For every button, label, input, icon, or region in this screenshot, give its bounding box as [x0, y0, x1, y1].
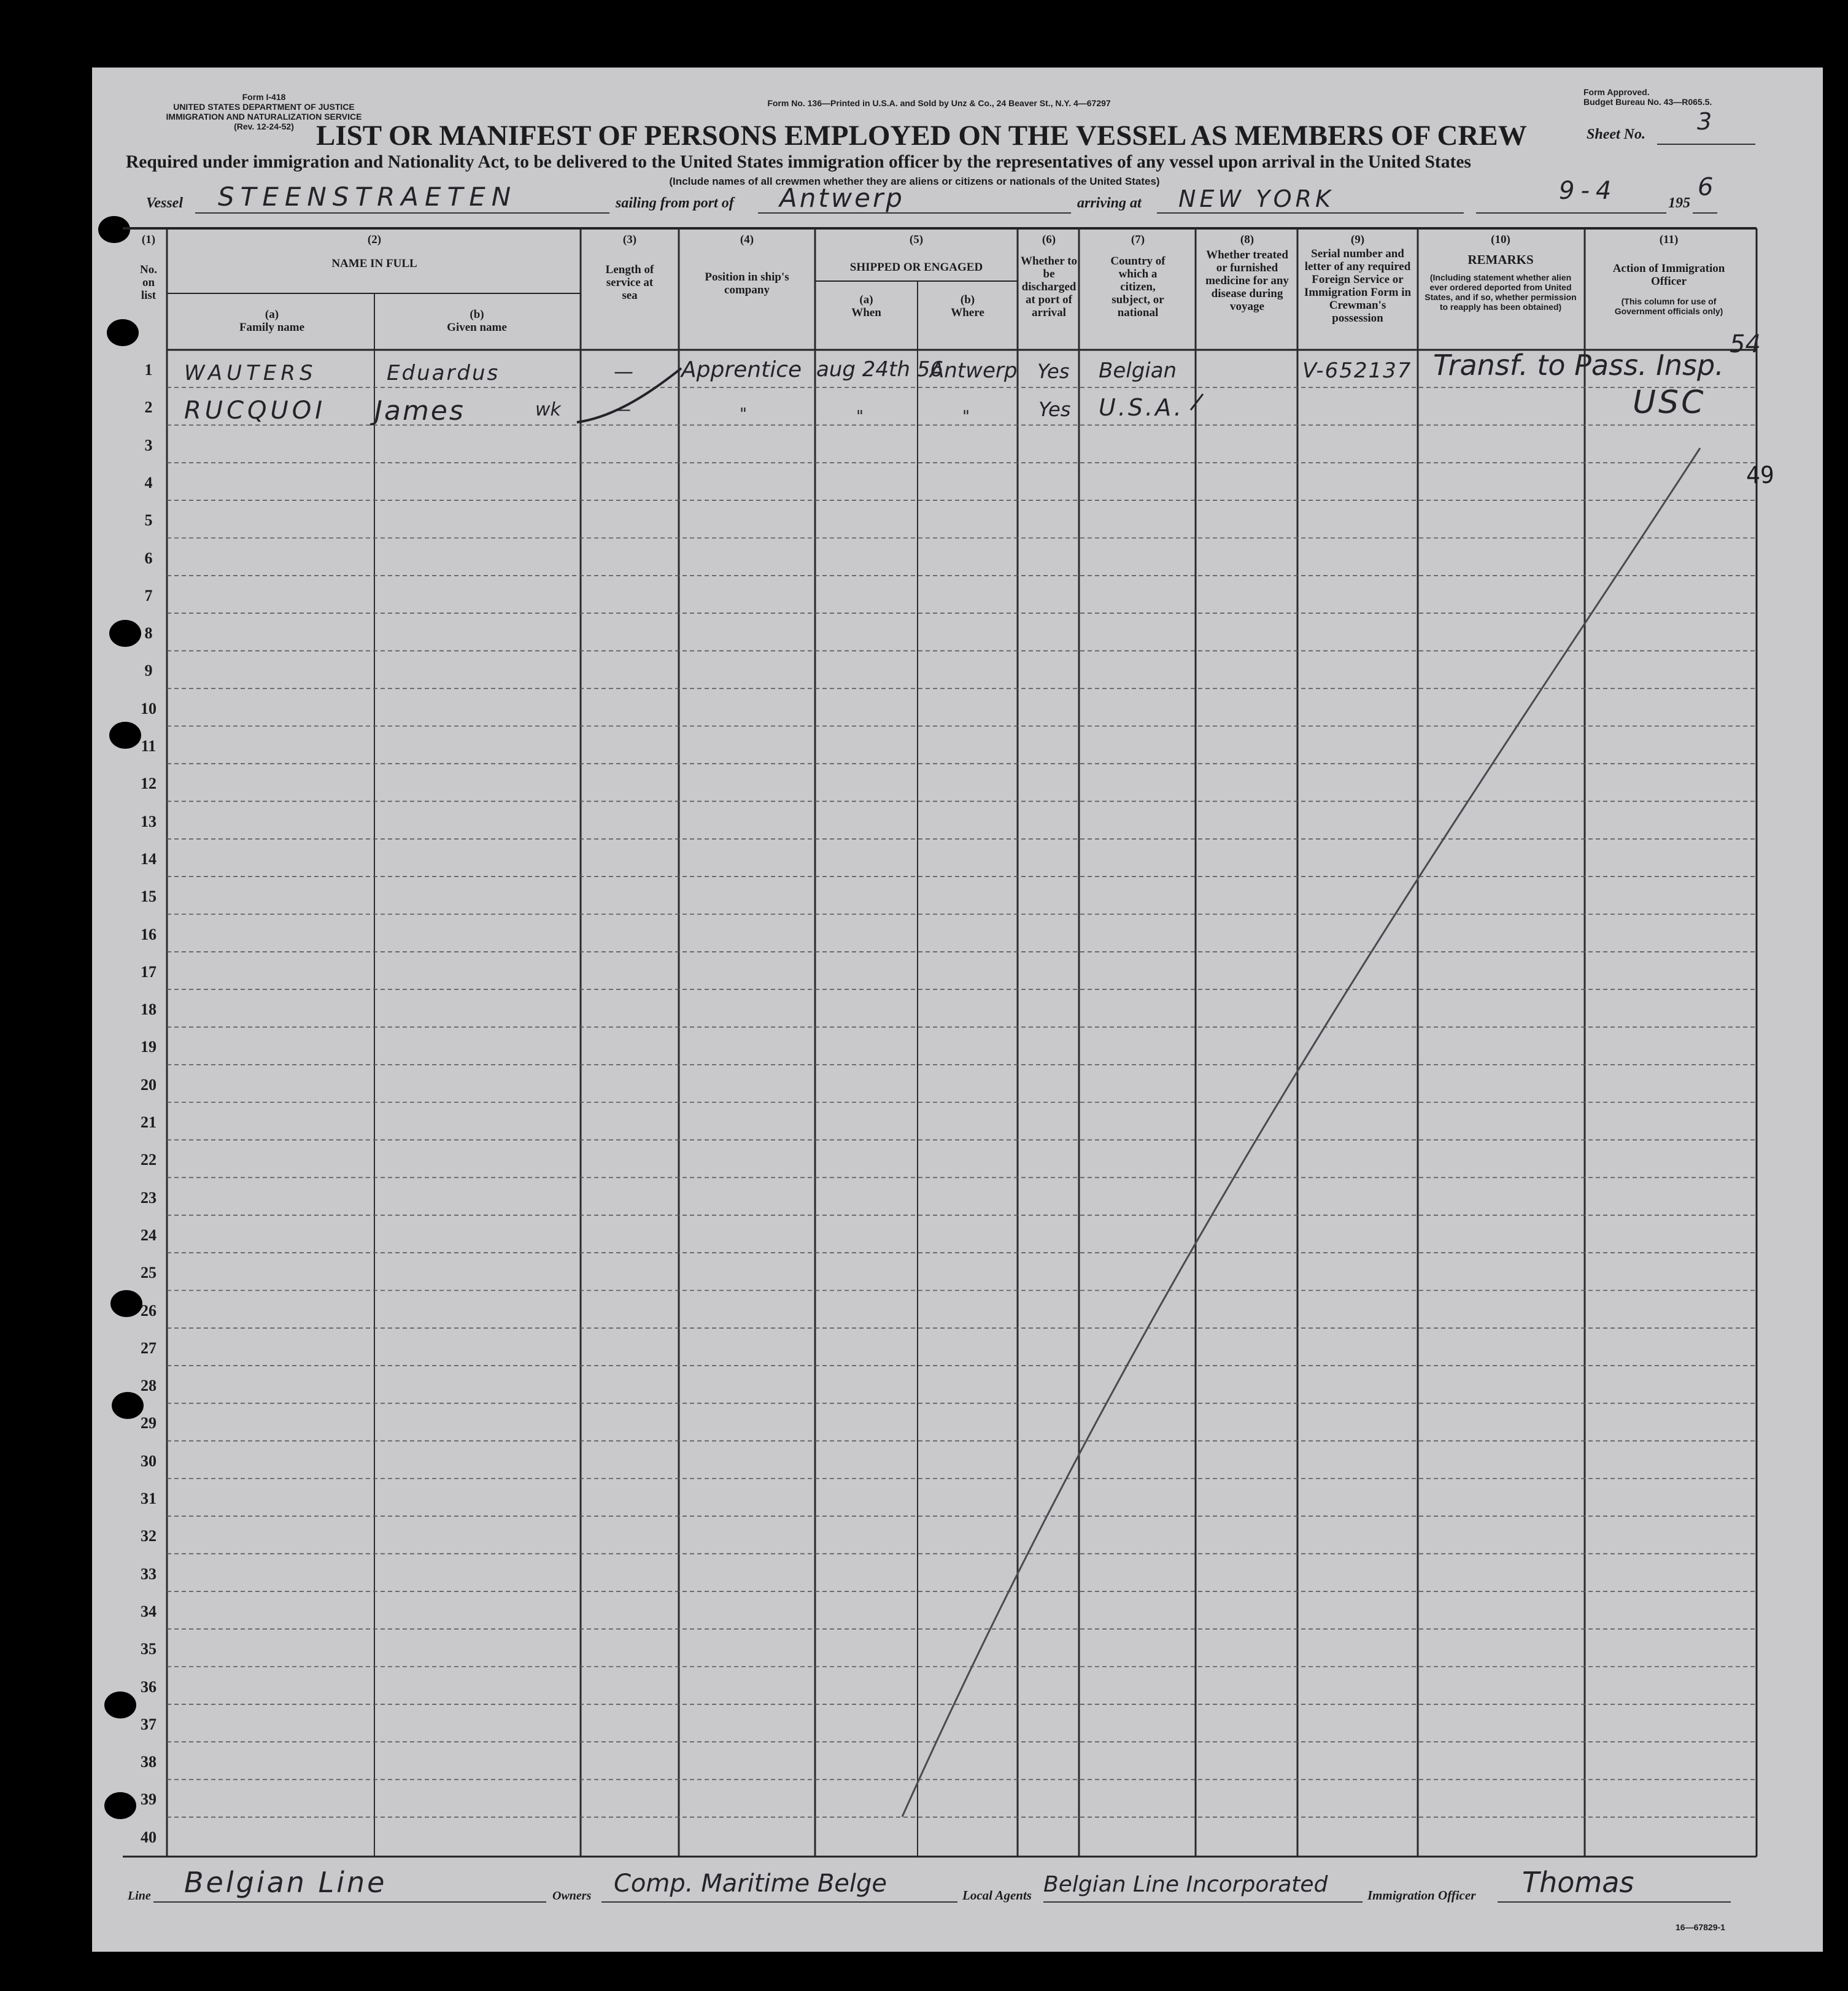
bracket-stroke: [577, 368, 681, 422]
page-title: LIST OR MANIFEST OF PERSONS EMPLOYED ON THE VESSEL AS MEMBERS OF CREW: [316, 120, 1527, 152]
row-number-8: 8: [144, 624, 153, 643]
include-note: (Include names of all crewmen whether they are aliens or citizens or nationals of the United States): [669, 176, 1160, 187]
col7-label: Country of which a citizen, subject, or national: [1110, 255, 1166, 319]
row-number-33: 33: [141, 1564, 157, 1583]
row1-given-name: Eduardus: [387, 361, 500, 385]
footer-line-underline: [153, 1901, 546, 1903]
footer-owners-underline: [601, 1901, 957, 1903]
row-number-35: 35: [141, 1640, 157, 1658]
row-number-9: 9: [144, 662, 153, 680]
col3-label: Length of service at sea: [605, 263, 654, 302]
form-number: Form I-418: [242, 92, 286, 102]
row2-service: —: [614, 399, 631, 419]
col4-label: Position in ship's company: [705, 271, 789, 296]
row-number-37: 37: [141, 1715, 157, 1733]
col2b-label: Given name: [447, 321, 507, 334]
row-number-2: 2: [144, 398, 153, 417]
row-number-36: 36: [141, 1677, 157, 1696]
col2-label: NAME IN FULL: [331, 257, 417, 270]
footer-owners-label: Owners: [552, 1889, 592, 1903]
col5-label: SHIPPED OR ENGAGED: [849, 261, 983, 274]
col10-num: (10): [1491, 233, 1510, 246]
footer-officer-underline: [1498, 1901, 1731, 1903]
budget-bureau: Budget Bureau No. 43—R065.5.: [1583, 97, 1712, 107]
footer-officer-signature: Thomas: [1522, 1866, 1634, 1899]
row-number-7: 7: [144, 586, 153, 605]
subtitle: Required under immigration and Nationality Act, to be delivered to the United States immigration officer by the representatives of any vessel upon arrival in the United States: [126, 152, 1471, 172]
col11-label: Action of Immigration Officer: [1612, 262, 1725, 288]
row2-country: U.S.A.: [1099, 394, 1184, 421]
row1-serial: V-652137: [1302, 358, 1412, 383]
row-number-32: 32: [141, 1527, 157, 1545]
row2-given-name: James: [374, 395, 465, 427]
col3-num: (3): [622, 233, 637, 246]
col11-note: (This column for use of Government officials only): [1614, 296, 1723, 316]
row1-remarks: Transf. to Pass. Insp.: [1433, 349, 1724, 382]
col5-num: (5): [909, 233, 924, 246]
row-number-34: 34: [141, 1602, 157, 1620]
row-number-29: 29: [141, 1414, 157, 1432]
row-number-5: 5: [144, 511, 153, 530]
row1-service: —: [614, 360, 633, 383]
row1-when: aug 24th 56: [816, 357, 943, 382]
row-number-24: 24: [141, 1226, 157, 1244]
row-number-31: 31: [141, 1490, 157, 1507]
row2-discharged: Yes: [1038, 398, 1071, 421]
row-number-26: 26: [141, 1301, 157, 1320]
arriving-label: arriving at: [1077, 195, 1142, 211]
row-number-16: 16: [141, 925, 157, 943]
row1-where: Antwerp: [930, 358, 1018, 383]
col11-num: (11): [1659, 233, 1679, 246]
row-number-13: 13: [141, 812, 157, 830]
country-check-mark: [1191, 394, 1203, 410]
row-number-15: 15: [141, 887, 157, 906]
row-number-25: 25: [141, 1264, 157, 1282]
row-number-28: 28: [141, 1377, 157, 1395]
col4-num: (4): [740, 233, 754, 246]
col2-num: (2): [367, 233, 382, 246]
col10-label: REMARKS: [1467, 252, 1534, 267]
col6-label: Whether to be discharged at port of arrival: [1021, 255, 1077, 319]
col1-num: (1): [141, 233, 156, 246]
col8-label: Whether treated or furnished medicine for any disease during voyage: [1205, 249, 1289, 313]
row-number-4: 4: [144, 473, 153, 492]
service-name: IMMIGRATION AND NATURALIZATION SERVICE: [166, 112, 362, 122]
col5a-num: (a): [859, 293, 873, 306]
sheet-label: Sheet No.: [1587, 126, 1645, 142]
footer-line-label: Line: [128, 1889, 151, 1903]
arriving-value: NEW YORK: [1178, 185, 1334, 212]
row2-given-mark: wk: [535, 399, 561, 420]
printer-line: Form No. 136—Printed in U.S.A. and Sold by Unz & Co., 24 Beaver St., N.Y. 4—67297: [767, 98, 1111, 108]
row2-officer-mark: USC: [1633, 384, 1706, 421]
row1-position: Apprentice: [681, 357, 802, 382]
col9-label: Serial number and letter of any required Foreign Service or Immigration Form in Crewman's possession: [1304, 247, 1412, 325]
footer-agents-value: Belgian Line Incorporated: [1043, 1872, 1328, 1897]
col10-note: (Including statement whether alien ever ordered deported from United States, and if so, whether permission to reapply has been obtained): [1425, 273, 1577, 312]
footer-agents-label: Local Agents: [962, 1888, 1032, 1903]
row1-family-name: WAUTERS: [184, 361, 317, 385]
row-number-11: 11: [141, 737, 157, 755]
footer-officer-label: Immigration Officer: [1367, 1888, 1476, 1903]
row-number-39: 39: [141, 1790, 157, 1809]
footer-owners-value: Comp. Maritime Belge: [614, 1869, 887, 1898]
row-number-3: 3: [144, 436, 153, 454]
date-value: 9-4: [1559, 177, 1618, 205]
row-number-23: 23: [141, 1188, 157, 1207]
row-number-40: 40: [141, 1828, 157, 1846]
sheet-number: 3: [1697, 108, 1712, 135]
col2a-label: Family name: [239, 321, 305, 334]
row2-family-name: RUCQUOI: [184, 396, 327, 425]
row2-position: ": [740, 405, 747, 423]
col2a-num: (a): [265, 308, 279, 321]
col8-num: (8): [1240, 233, 1255, 246]
row2-where: ": [962, 408, 970, 426]
row-number-27: 27: [141, 1339, 157, 1357]
row1-discharged: Yes: [1037, 360, 1070, 383]
col5b-num: (b): [960, 293, 975, 306]
diagonal-strike-line: [902, 448, 1700, 1817]
row-number-10: 10: [141, 699, 157, 717]
footer-form-code: 16—67829-1: [1676, 1922, 1725, 1932]
col6-num: (6): [1042, 233, 1056, 246]
row2-when: ": [856, 408, 864, 426]
row-number-21: 21: [141, 1113, 157, 1131]
row-number-1: 1: [144, 361, 153, 379]
col5b-label: Where: [951, 306, 984, 319]
port-value: Antwerp: [779, 183, 905, 213]
row-number-14: 14: [141, 849, 157, 868]
vessel-name: STEENSTRAETEN: [218, 182, 517, 212]
row-number-30: 30: [141, 1452, 157, 1470]
row-number-18: 18: [141, 1000, 157, 1019]
row-number-20: 20: [141, 1075, 157, 1094]
row1-officer-mark: 54: [1730, 330, 1761, 358]
row-number-17: 17: [141, 962, 157, 981]
footer-line-value: Belgian Line: [184, 1866, 387, 1899]
year-suffix: 6: [1698, 173, 1714, 201]
department-name: UNITED STATES DEPARTMENT OF JUSTICE: [173, 102, 355, 112]
row-number-19: 19: [141, 1038, 157, 1056]
col2b-num: (b): [470, 308, 484, 321]
revision-date: (Rev. 12-24-52): [234, 122, 294, 131]
col9-num: (9): [1350, 233, 1365, 246]
year-prefix: 195: [1668, 195, 1690, 211]
row-number-6: 6: [144, 549, 153, 567]
port-label: sailing from port of: [616, 195, 734, 211]
vessel-label: Vessel: [146, 195, 183, 211]
row-number-38: 38: [141, 1753, 157, 1771]
col5a-label: When: [851, 306, 881, 319]
row-number-22: 22: [141, 1151, 157, 1169]
col7-num: (7): [1131, 233, 1145, 246]
row-number-12: 12: [141, 775, 157, 793]
form-approved: Form Approved.: [1583, 87, 1650, 97]
col1-label: No. on list: [140, 263, 157, 302]
row1-country: Belgian: [1099, 358, 1177, 383]
side-number: 49: [1746, 462, 1774, 489]
footer-agents-underline: [1043, 1901, 1363, 1903]
